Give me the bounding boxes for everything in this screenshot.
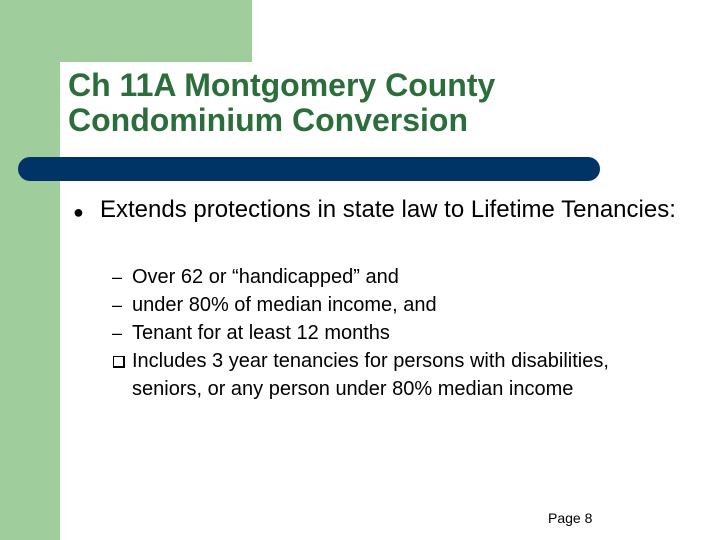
title-divider-bar (18, 157, 600, 181)
dash-bullet-icon: – (112, 295, 123, 315)
main-bullet-text: Extends protections in state law to Lifetime Tenancies: (100, 196, 676, 223)
sub-bullet-text: under 80% of median income, and (132, 294, 437, 316)
dash-bullet-icon: – (112, 267, 123, 287)
sub-bullet-text: Includes 3 year tenancies for persons with disabilities, seniors, or any person under 80% median income (132, 350, 609, 400)
decorative-green-left (0, 0, 60, 540)
sub-bullet-item (112, 263, 632, 291)
sub-bullet-item (112, 347, 632, 403)
slide-title-line-2: Condominium Conversion (68, 102, 468, 138)
sub-bullet-text: Over 62 or “handicapped” and (132, 266, 399, 288)
sub-bullet-text: Tenant for at least 12 months (132, 322, 390, 344)
sub-bullet-list (112, 263, 632, 403)
slide-title (68, 68, 668, 138)
sub-bullet-item (112, 319, 632, 347)
slide-title-line-1: Ch 11A Montgomery County (68, 67, 496, 103)
sub-bullet-item (112, 291, 632, 319)
dash-bullet-icon: – (112, 323, 123, 343)
page-number: Page 8 (548, 510, 593, 526)
round-bullet-icon: ● (73, 202, 84, 222)
